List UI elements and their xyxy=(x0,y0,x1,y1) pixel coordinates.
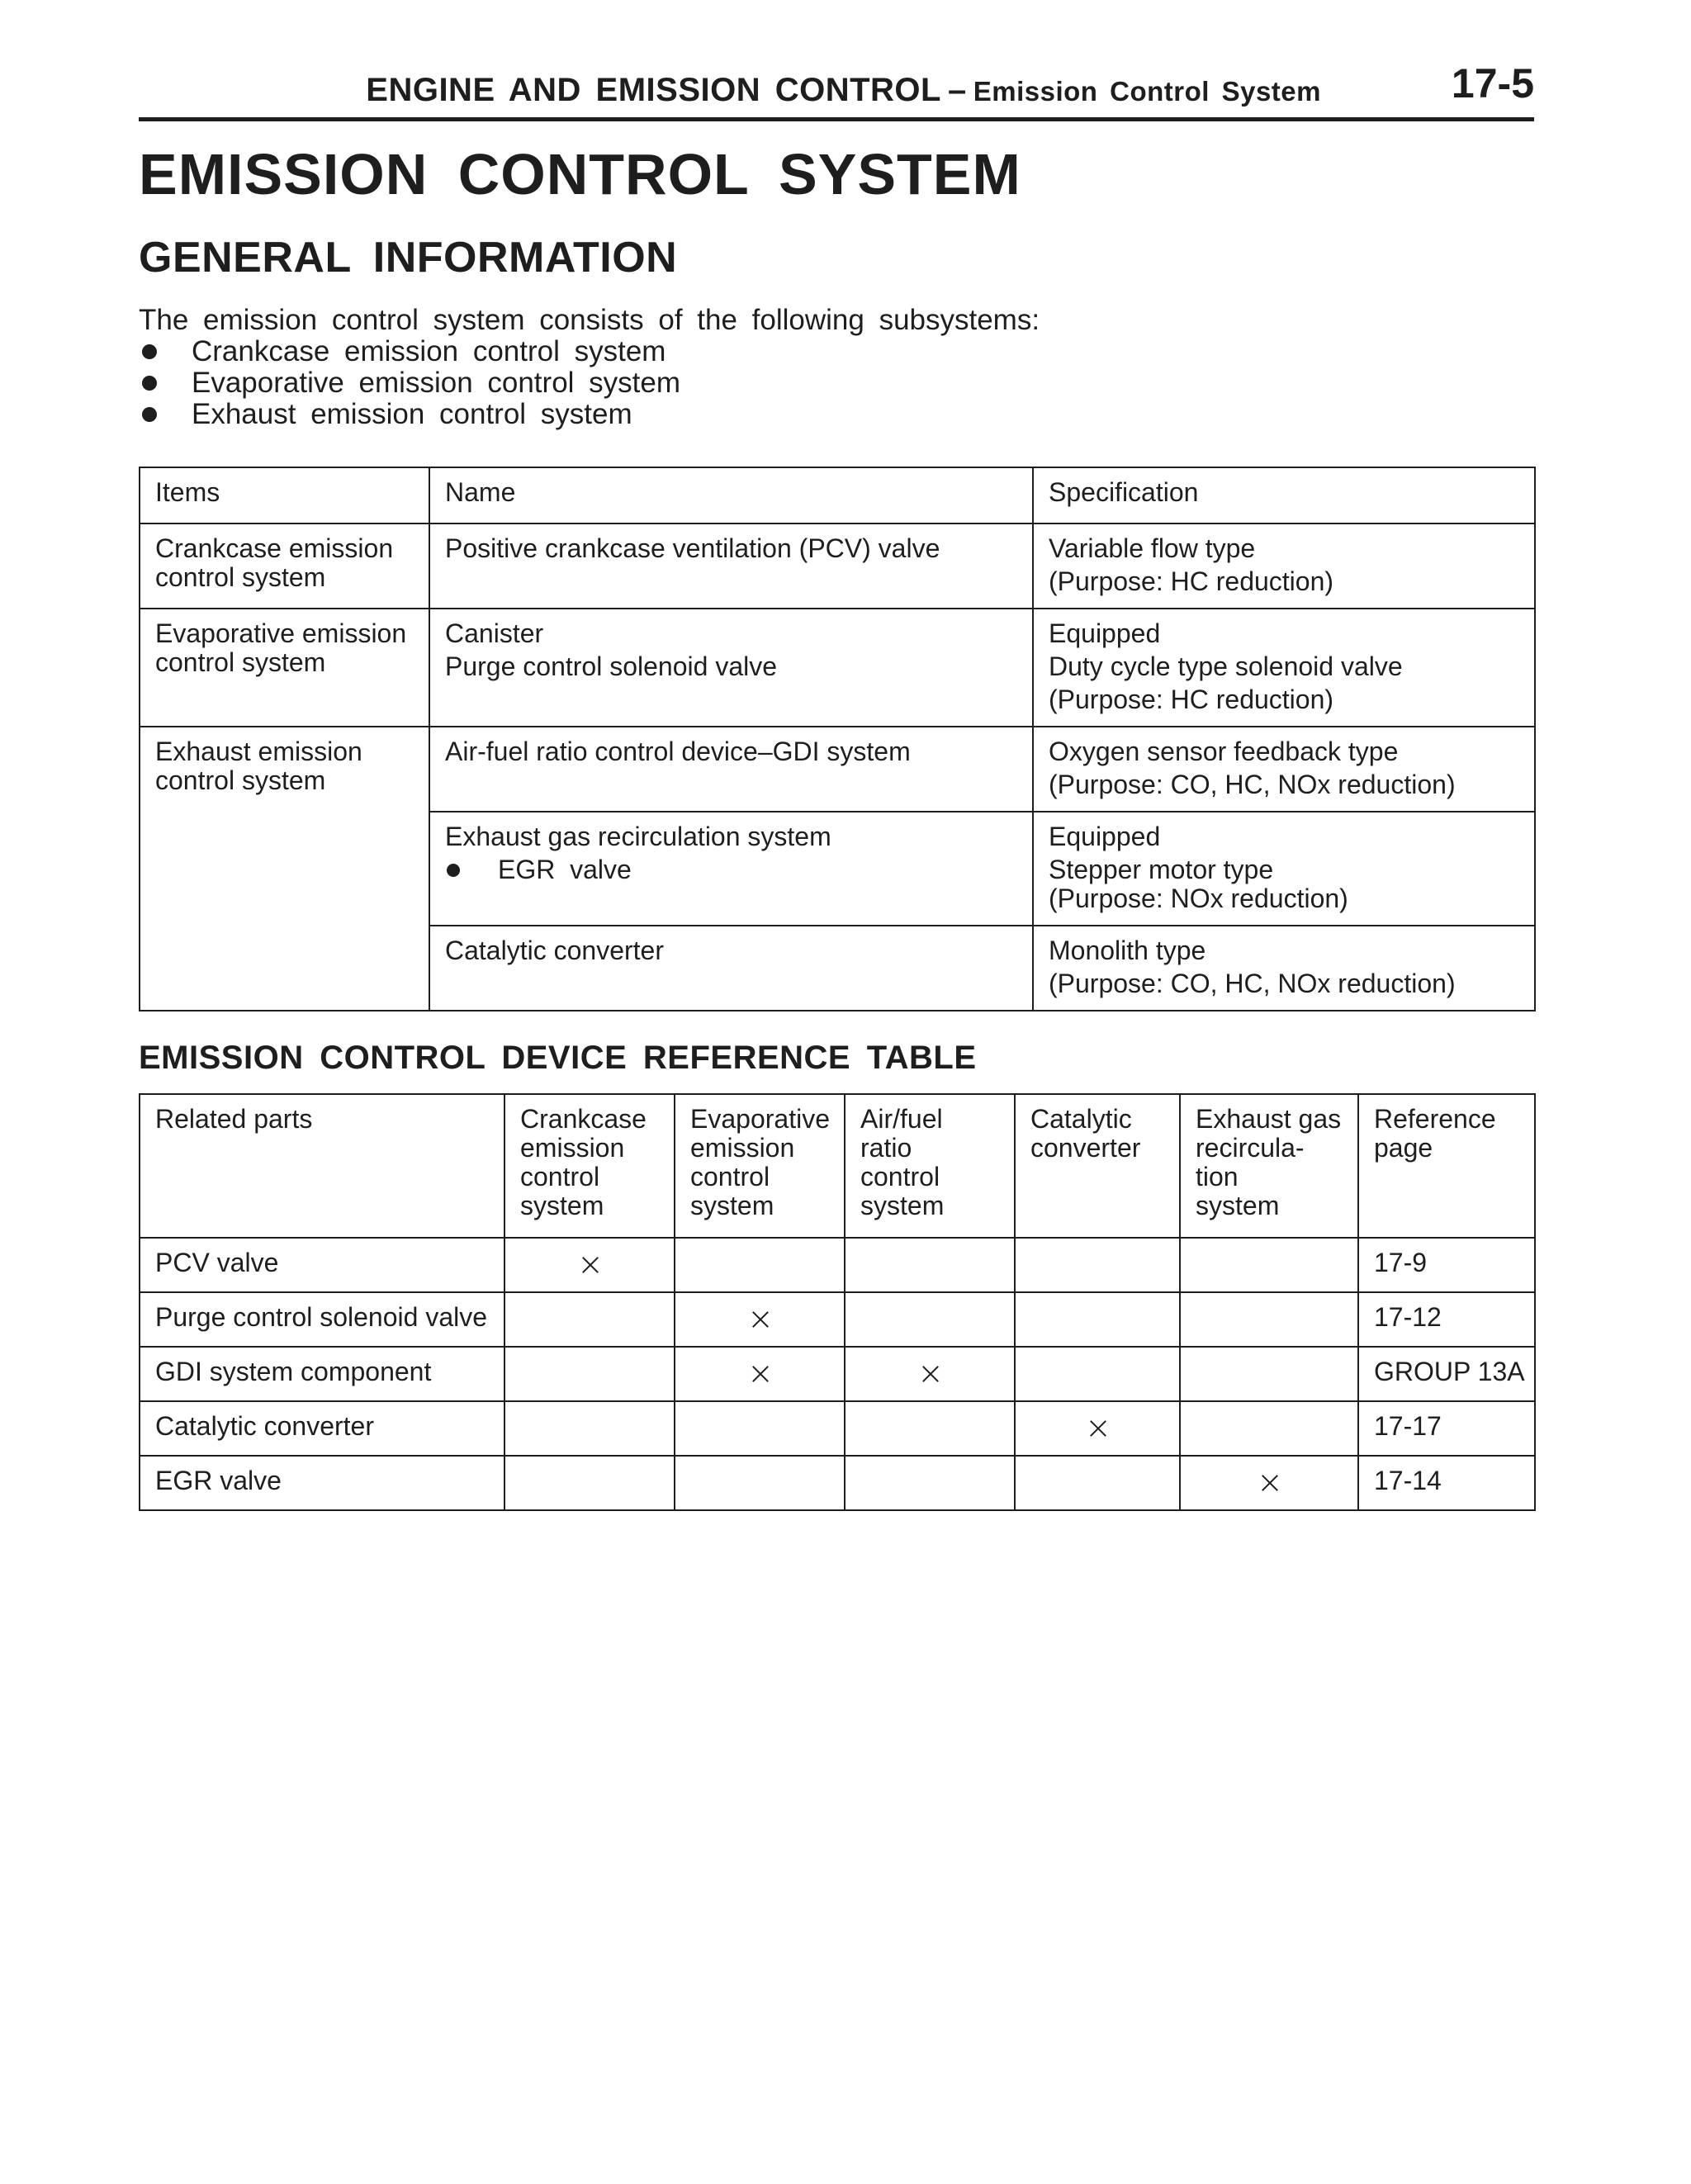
bullet-icon xyxy=(142,376,157,391)
table-row xyxy=(140,1401,1535,1456)
cross-mark-icon xyxy=(581,1256,599,1274)
mark-cell xyxy=(1180,1238,1358,1292)
reference-page-cell: 17-9 xyxy=(1358,1238,1535,1292)
page-title: EMISSION CONTROL SYSTEM xyxy=(139,142,1021,206)
mark-cell xyxy=(845,1238,1015,1292)
column-header-items: Items xyxy=(140,467,429,523)
item-cell: Exhaust emission control system xyxy=(140,727,429,1011)
table-row xyxy=(140,1347,1535,1401)
spec-cell: Oxygen sensor feedback type (Purpose: CO, HC, NOx reduction) xyxy=(1033,727,1535,812)
mark-cell xyxy=(504,1456,675,1510)
column-header-reference-page: Reference page xyxy=(1358,1094,1535,1238)
table-row xyxy=(140,523,1535,609)
mark-cell xyxy=(845,1401,1015,1456)
running-header xyxy=(139,59,1534,121)
reference-page-cell: 17-14 xyxy=(1358,1456,1535,1510)
mark-cell xyxy=(1180,1401,1358,1456)
running-header-title xyxy=(366,72,1321,109)
mark-cell xyxy=(845,1456,1015,1510)
mark-cell xyxy=(1180,1456,1358,1510)
name-cell: Air-fuel ratio control device–GDI system xyxy=(429,727,1033,812)
mark-cell xyxy=(1015,1347,1180,1401)
spec-cell: Equipped Stepper motor type (Purpose: NOx reduction) xyxy=(1033,812,1535,926)
column-header-specification: Specification xyxy=(1033,467,1535,523)
cross-mark-icon xyxy=(1261,1474,1279,1492)
column-header-crankcase: Crankcase emission control system xyxy=(504,1094,675,1238)
table-header-row xyxy=(140,1094,1535,1238)
mark-cell xyxy=(675,1238,845,1292)
name-cell: Exhaust gas recirculation system EGR valve xyxy=(429,812,1033,926)
chapter-title: ENGINE AND EMISSION CONTROL xyxy=(366,72,941,108)
spec-cell: Equipped Duty cycle type solenoid valve (Purpose: HC reduction) xyxy=(1033,609,1535,727)
bullet-icon xyxy=(142,407,157,422)
cross-mark-icon xyxy=(751,1365,770,1383)
table-header-row xyxy=(140,467,1535,523)
mark-cell xyxy=(845,1347,1015,1401)
reference-page-cell: GROUP 13A xyxy=(1358,1347,1535,1401)
reference-page-cell: 17-17 xyxy=(1358,1401,1535,1456)
page-number: 17-5 xyxy=(1451,60,1534,107)
item-cell: Crankcase emission control system xyxy=(140,523,429,609)
mark-cell xyxy=(504,1347,675,1401)
table-row xyxy=(140,1292,1535,1347)
mark-cell xyxy=(1015,1456,1180,1510)
mark-cell xyxy=(675,1456,845,1510)
cross-mark-icon xyxy=(1089,1419,1107,1438)
bullet-icon xyxy=(142,344,157,359)
mark-cell xyxy=(504,1238,675,1292)
reference-table-body xyxy=(140,1238,1535,1510)
list-item: Exhaust emission control system xyxy=(139,399,1534,430)
specification-table xyxy=(139,467,1536,1011)
intro-paragraph: The emission control system consists of the following subsystems: xyxy=(139,304,1040,337)
reference-page-cell: 17-12 xyxy=(1358,1292,1535,1347)
mark-cell xyxy=(675,1401,845,1456)
mark-cell xyxy=(1180,1347,1358,1401)
mark-cell xyxy=(845,1292,1015,1347)
column-header-evaporative: Evaporative emission control system xyxy=(675,1094,845,1238)
part-cell: Purge control solenoid valve xyxy=(140,1292,504,1347)
name-cell: Positive crankcase ventilation (PCV) valve xyxy=(429,523,1033,609)
column-header-air-fuel: Air/fuel ratio control system xyxy=(845,1094,1015,1238)
section-title: Emission Control System xyxy=(973,76,1321,107)
column-header-catalytic: Catalytic converter xyxy=(1015,1094,1180,1238)
spec-cell: Monolith type (Purpose: CO, HC, NOx reduction) xyxy=(1033,926,1535,1011)
list-item: EGR valve xyxy=(445,855,1019,884)
name-cell: Canister Purge control solenoid valve xyxy=(429,609,1033,727)
mark-cell xyxy=(504,1401,675,1456)
column-header-egr: Exhaust gas recircula- tion system xyxy=(1180,1094,1358,1238)
spec-cell: Variable flow type (Purpose: HC reduction) xyxy=(1033,523,1535,609)
reference-table xyxy=(139,1093,1536,1511)
column-header-related-parts: Related parts xyxy=(140,1094,504,1238)
mark-cell xyxy=(1180,1292,1358,1347)
reference-table-heading: EMISSION CONTROL DEVICE REFERENCE TABLE xyxy=(139,1040,977,1077)
part-cell: PCV valve xyxy=(140,1238,504,1292)
table-row xyxy=(140,727,1535,812)
bullet-icon xyxy=(447,864,460,877)
header-dash: – xyxy=(947,72,967,108)
mark-cell xyxy=(1015,1292,1180,1347)
column-header-name: Name xyxy=(429,467,1033,523)
mark-cell xyxy=(675,1292,845,1347)
mark-cell xyxy=(1015,1401,1180,1456)
table-row xyxy=(140,1456,1535,1510)
general-information-heading: GENERAL INFORMATION xyxy=(139,234,678,282)
subsystem-list xyxy=(139,336,1534,430)
list-item: Evaporative emission control system xyxy=(139,367,1534,399)
mark-cell xyxy=(1015,1238,1180,1292)
cross-mark-icon xyxy=(921,1365,940,1383)
part-cell: Catalytic converter xyxy=(140,1401,504,1456)
name-cell: Catalytic converter xyxy=(429,926,1033,1011)
item-cell: Evaporative emission control system xyxy=(140,609,429,727)
mark-cell xyxy=(675,1347,845,1401)
cross-mark-icon xyxy=(751,1310,770,1329)
part-cell: EGR valve xyxy=(140,1456,504,1510)
part-cell: GDI system component xyxy=(140,1347,504,1401)
mark-cell xyxy=(504,1292,675,1347)
table-row xyxy=(140,609,1535,727)
list-item: Crankcase emission control system xyxy=(139,336,1534,367)
table-row xyxy=(140,1238,1535,1292)
manual-page xyxy=(139,59,1534,1511)
